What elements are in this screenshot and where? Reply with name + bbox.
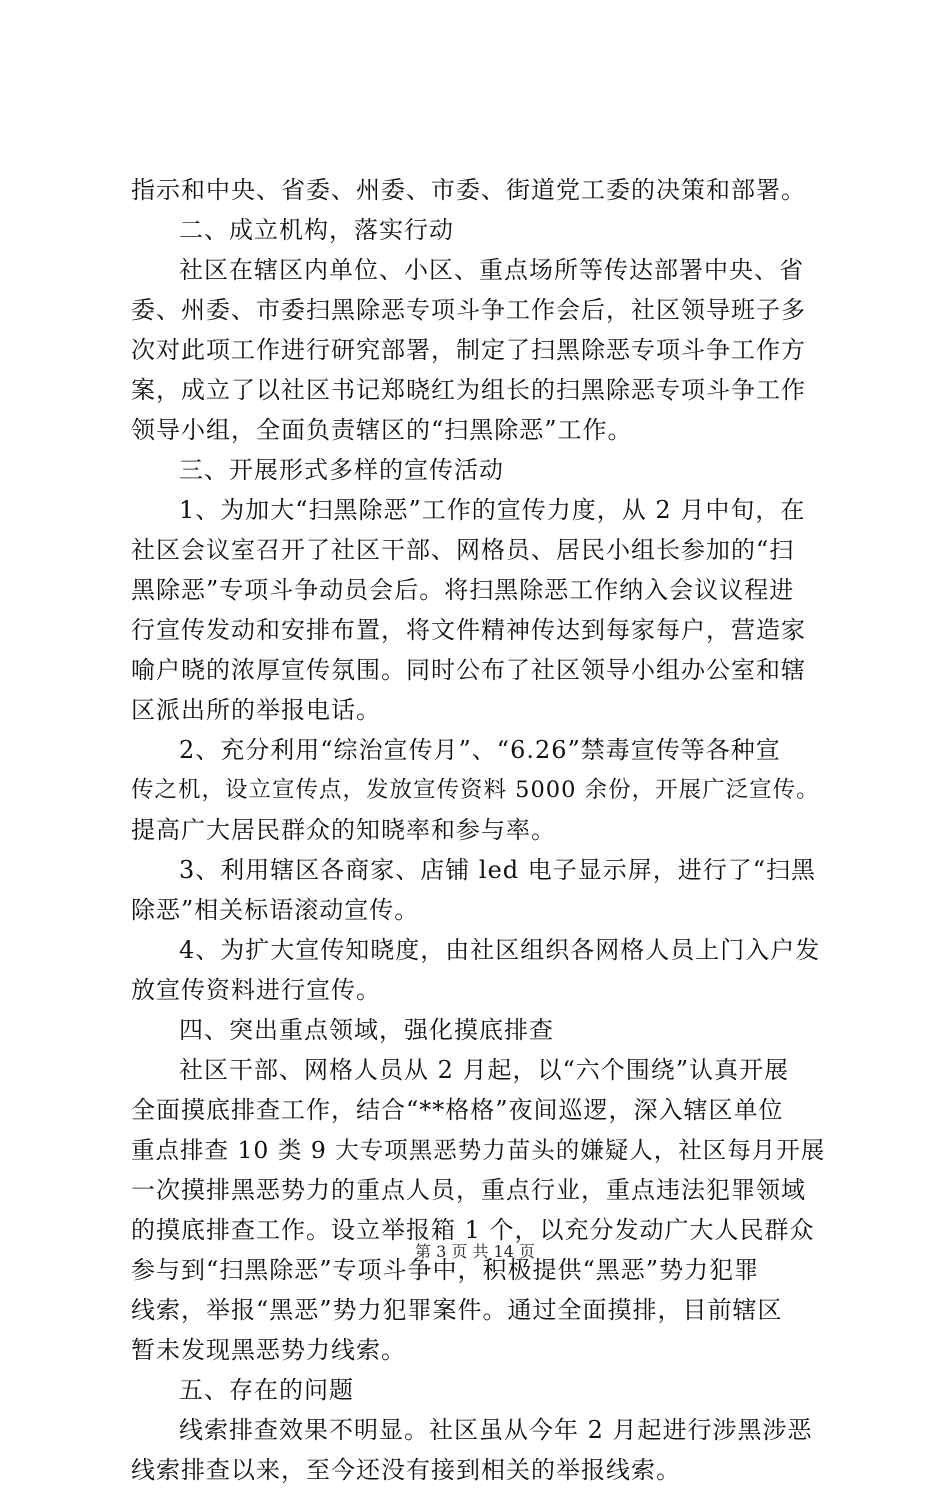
paragraph-line: 案，成立了以社区书记郑晓红为组长的扫黑除恶专项斗争工作 bbox=[131, 376, 806, 404]
paragraph-line: 2、充分利用“综治宣传月”、“6.26”禁毒宣传等各种宣 bbox=[179, 736, 781, 764]
paragraph-line: 线索排查以来，至今还没有接到相关的举报线索。 bbox=[131, 1456, 681, 1484]
paragraph-line: 暂未发现黑恶势力线索。 bbox=[131, 1336, 406, 1364]
paragraph-line: 社区干部、网格人员从 2 月起，以“六个围绕”认真开展 bbox=[179, 1056, 790, 1084]
paragraph-line: 参与到“扫黑除恶”专项斗争中，积极提供“黑恶”势力犯罪 bbox=[131, 1256, 760, 1284]
paragraph-line: 1、为加大“扫黑除恶”工作的宣传力度，从 2 月中旬，在 bbox=[179, 496, 806, 524]
paragraph-line: 领导小组，全面负责辖区的“扫黑除恶”工作。 bbox=[131, 416, 633, 444]
paragraph-line: 的摸底排查工作。设立举报箱 1 个，以充分发动广大人民群众 bbox=[131, 1216, 815, 1244]
paragraph-line: 喻户晓的浓厚宣传氛围。同时公布了社区领导小组办公室和辖 bbox=[131, 656, 806, 684]
paragraph-line: 4、为扩大宣传知晓度，由社区组织各网格人员上门入户发 bbox=[179, 936, 821, 964]
paragraph-line: 次对此项工作进行研究部署，制定了扫黑除恶专项斗争工作方 bbox=[131, 336, 806, 364]
paragraph-line: 线索，举报“黑恶”势力犯罪案件。通过全面摸排，目前辖区 bbox=[131, 1296, 783, 1324]
paragraph-line: 传之机，设立宣传点，发放宣传资料 5000 余份，开展广泛宣传。 bbox=[131, 777, 820, 803]
paragraph-line: 提高广大居民群众的知晓率和参与率。 bbox=[131, 816, 556, 844]
paragraph-line: 线索排查效果不明显。社区虽从今年 2 月起进行涉黑涉恶 bbox=[179, 1416, 813, 1444]
paragraph-line: 黑除恶”专项斗争动员会后。将扫黑除恶工作纳入会议议程进 bbox=[131, 576, 795, 604]
paragraph-line: 社区在辖区内单位、小区、重点场所等传达部署中央、省 bbox=[179, 256, 804, 284]
paragraph-line: 行宣传发动和安排布置，将文件精神传达到每家每户，营造家 bbox=[131, 616, 806, 644]
section-heading: 三、开展形式多样的宣传活动 bbox=[179, 456, 504, 484]
document-body bbox=[131, 170, 831, 1490]
section-heading: 四、突出重点领域，强化摸底排查 bbox=[179, 1016, 554, 1044]
section-heading: 五、存在的问题 bbox=[179, 1376, 354, 1404]
paragraph-line: 一次摸排黑恶势力的重点人员，重点行业，重点违法犯罪领域 bbox=[131, 1176, 806, 1204]
paragraph-line: 全面摸底排查工作，结合“**格格”夜间巡逻，深入辖区单位 bbox=[131, 1096, 784, 1124]
paragraph-line: 3、利用辖区各商家、店铺 led 电子显示屏，进行了“扫黑 bbox=[179, 856, 817, 884]
paragraph-line: 重点排查 10 类 9 大专项黑恶势力苗头的嫌疑人，社区每月开展 bbox=[131, 1136, 826, 1164]
paragraph-line: 委、州委、市委扫黑除恶专项斗争工作会后，社区领导班子多 bbox=[131, 296, 806, 324]
paragraph-line: 除恶”相关标语滚动宣传。 bbox=[131, 896, 420, 924]
paragraph-line: 放宣传资料进行宣传。 bbox=[131, 976, 381, 1004]
paragraph-line: 区派出所的举报电话。 bbox=[131, 696, 381, 724]
paragraph-line: 社区会议室召开了社区干部、网格员、居民小组长参加的“扫 bbox=[131, 536, 795, 564]
page-footer: 第 3 页 共 14 页 bbox=[415, 1242, 535, 1261]
section-heading: 二、成立机构，落实行动 bbox=[179, 216, 454, 244]
paragraph-line: 指示和中央、省委、州委、市委、街道党工委的决策和部署。 bbox=[131, 176, 806, 204]
